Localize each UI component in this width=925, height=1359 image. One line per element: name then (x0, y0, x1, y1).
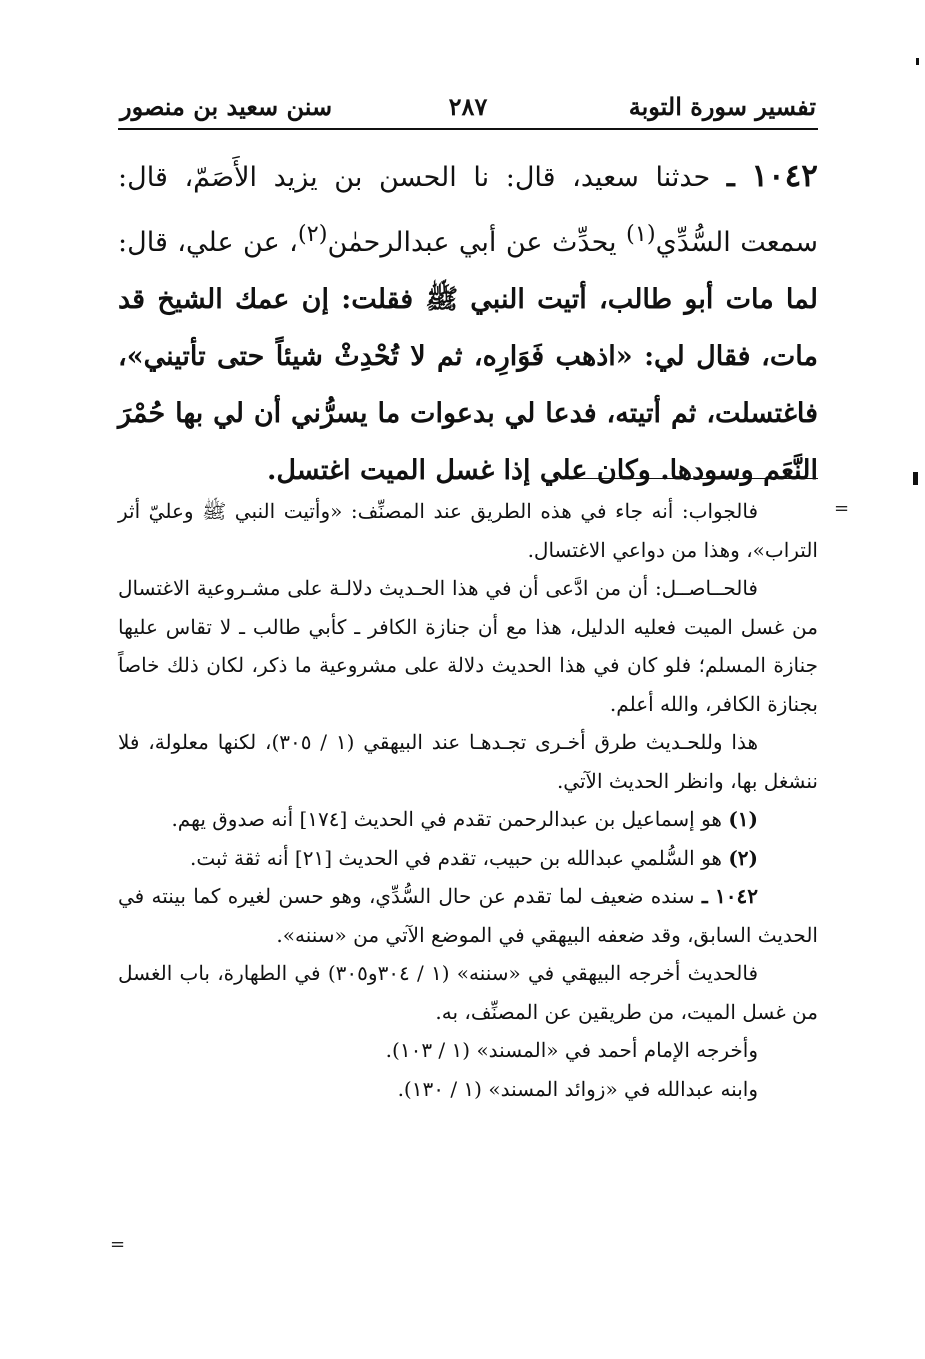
page-number: ٢٨٧ (448, 92, 488, 121)
footnotes (118, 492, 818, 1108)
hadith-paragraph (118, 148, 818, 499)
takhrij-paragraph: وابنه عبدالله في «زوائد المسند» (١ / ١٣٠). (397, 1076, 758, 1101)
takhrij-number: ١٠٤٢ (715, 884, 759, 908)
margin-mark: = (110, 1234, 126, 1255)
footnote-2 (118, 839, 818, 878)
note-paragraph: فالجواب: أنه جاء في هذه الطريق عند المصنِّف: «وأتيت النبي ﷺ وعليّ أثر التراب»، وهذا من دواعي الاغتسال. (118, 499, 818, 562)
hadith-text (118, 148, 818, 499)
matn-part: لما مات أبو طالب، أتيت النبي ﷺ فقلت: إن عمك الشيخ قد مات، (118, 284, 818, 372)
scan-speck (916, 58, 919, 65)
isnad-part: حدثنا سعيد، قال: نا الحسن بن يزيد الأَصَمّ، قال: سمعت السُّدِّي (118, 162, 818, 258)
footnote-ref: (١) (625, 221, 656, 247)
takhrij-text: سنده ضعيف لما تقدم عن حال السُّدِّي، وهو حسن لغيره كما بينته في الحديث السابق، وقد ضعفه البيهقي في الموضع الآتي من «سننه». (118, 884, 818, 947)
footnote-text: هو إسماعيل بن عبدالرحمن تقدم في الحديث [١٧٤] أنه صدوق يهم. (171, 807, 722, 831)
matn-part: فاغتسلت، ثم أتيته، فدعا لي بدعوات ما يسرُّني أن لي بها حُمْرَ النَّعَم وسودها. وكان علي إذا غسل الميت اغتسل. (118, 398, 818, 486)
hadith-number: ١٠٤٢ (751, 158, 818, 194)
scan-speck (913, 472, 918, 485)
margin-mark: = (834, 498, 850, 519)
page-header (118, 88, 818, 130)
note-paragraph: هذا وللحـديث طرق أخـرى تجـدهـا عند البيهقي (١ / ٣٠٥)، لكنها معلولة، فلا ننشغل بها، وانظر الحديث الآتي. (118, 730, 818, 793)
footnote-ref: (٢) (297, 221, 328, 247)
takhrij-dash: ـ (701, 884, 708, 908)
footnote-1 (118, 800, 818, 839)
matn-part: فقال لي: «اذهب فَوَارِه، ثم لا تُحْدِثْ شيئاً حتى تأتيني»، (118, 341, 751, 372)
takhrij-paragraph: وأخرجه الإمام أحمد في «المسند» (١ / ١٠٣). (385, 1038, 758, 1062)
hadith-dash: ـ (726, 162, 735, 193)
header-book-title: سنن سعيد بن منصور (120, 92, 333, 121)
isnad-part: ، عن علي، قال: (118, 227, 298, 258)
footnote-divider (560, 478, 818, 479)
header-surah-title: تفسير سورة التوبة (628, 92, 816, 121)
footnote-number: (٢) (728, 845, 758, 870)
footnote-text: هو السُّلمي عبدالله بن حبيب، تقدم في الحديث [٢١] أنه ثقة ثبت. (190, 845, 722, 870)
note-paragraph: فالحــاصــل: أن من ادَّعى أن في هذا الحـديث دلالـة على مشـروعية الاغتسال من غسل الميت فعليه الدليل، هذا مع أن جنازة الكافر ـ كأبي طالب ـ لا تقاس عليها جنازة المسلم؛ فلو كان في هذا الحديث دلالة على مشروعية ما ذكر، لكان ذلك خاصاً بجنازة الكافر، والله أعلم. (118, 576, 818, 716)
takhrij-paragraph (118, 877, 818, 954)
takhrij-paragraph: فالحديث أخرجه البيهقي في «سننه» (١ / ٣٠٤و٣٠٥) في الطهارة، باب الغسل من غسل الميت، من طريقين عن المصنِّف، به. (118, 961, 818, 1024)
footnote-number: (١) (728, 807, 758, 831)
isnad-part: يحدِّث عن أبي عبدالرحمٰن (327, 227, 617, 258)
